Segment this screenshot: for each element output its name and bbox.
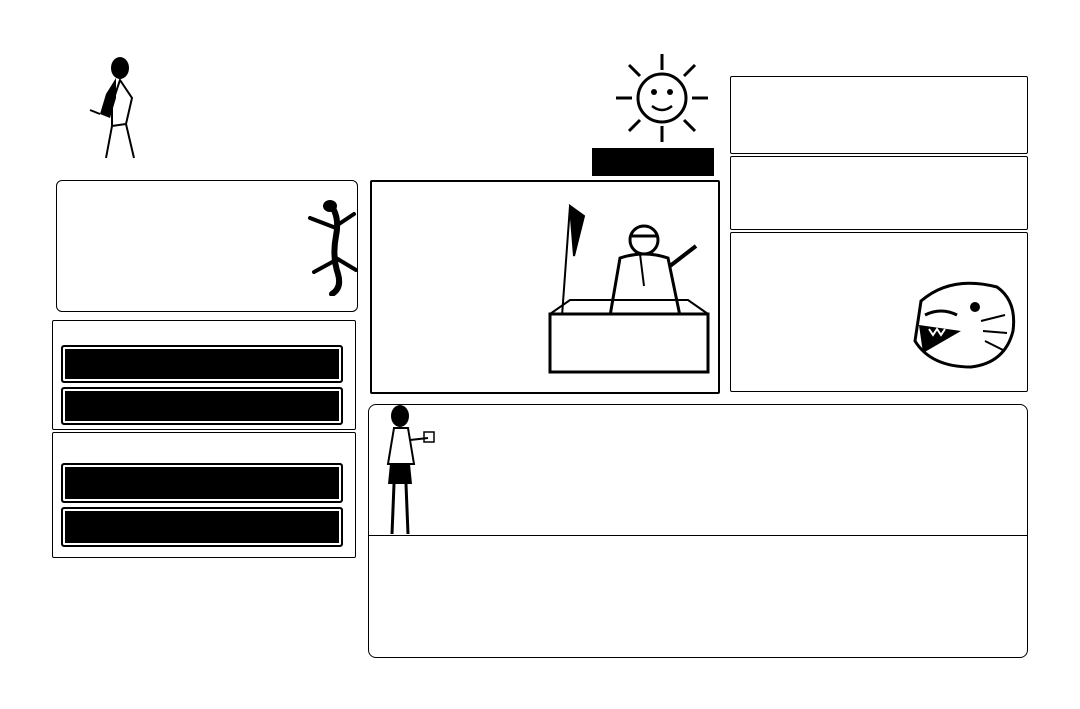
couplet-bar (61, 463, 343, 503)
lizard-icon (290, 196, 370, 296)
panel-mahui-1 (52, 320, 356, 430)
couplet-bar (61, 387, 343, 425)
sun-icon (614, 52, 710, 144)
divider (369, 535, 1027, 536)
panel-shengxiao (730, 76, 1028, 154)
fortune-teller-icon (540, 196, 712, 384)
couplet-bar (61, 345, 343, 383)
panel-baijie (730, 232, 1028, 392)
border-left (20, 56, 46, 660)
woman-figure-icon (76, 54, 156, 164)
panel-numbers (730, 156, 1028, 230)
panel-xuanji (370, 180, 720, 394)
issue-badge (592, 148, 714, 176)
couplet-bar (61, 507, 343, 547)
panel-mahui-2 (52, 432, 356, 558)
tiger-head-icon (901, 271, 1021, 371)
border-top (20, 28, 1060, 50)
panel-aomen (368, 404, 1028, 658)
border-bottom (20, 664, 1060, 686)
border-right (1036, 24, 1062, 674)
girl-figure-icon (380, 404, 440, 544)
